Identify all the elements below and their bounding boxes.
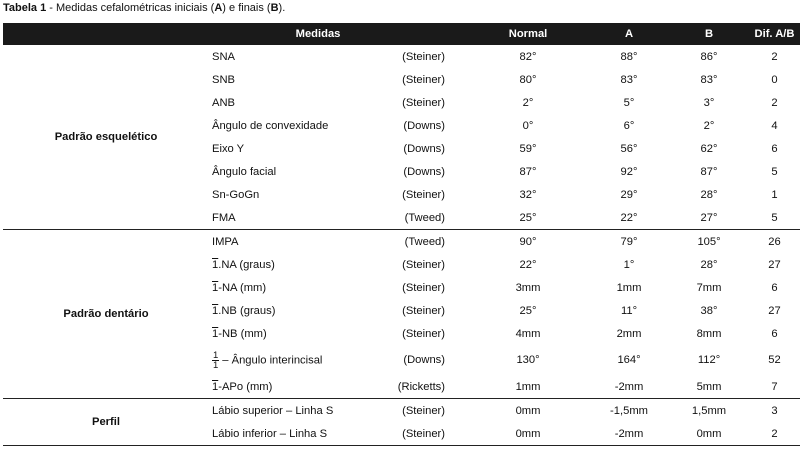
table-row <box>3 230 800 254</box>
row-normal: 59° <box>519 142 537 155</box>
row-medida-text: -APo (mm) <box>218 380 273 393</box>
row-medida <box>209 299 391 322</box>
row-ref: (Steiner) <box>391 399 467 423</box>
row-a: 88° <box>620 50 638 63</box>
row-b: 0mm <box>669 422 749 446</box>
row-dif: 6 <box>771 281 778 294</box>
row-dif: 26 <box>749 230 800 254</box>
row-medida: Sn-GoGn <box>212 188 260 201</box>
row-medida: Ângulo de convexidade <box>212 119 329 132</box>
row-ref: (Steiner) <box>391 422 467 446</box>
incisor-symbol: 1 <box>212 281 219 294</box>
caption-label: Tabela 1 <box>3 2 47 14</box>
row-a: 1mm <box>616 281 642 294</box>
incisor-fraction <box>212 351 219 370</box>
row-a: -1,5mm <box>589 399 669 423</box>
header-normal: Normal <box>467 23 589 45</box>
row-b: 112° <box>697 354 721 366</box>
row-a: 22° <box>620 211 638 224</box>
row-normal: 87° <box>519 165 537 178</box>
caption-text-end: ). <box>278 2 286 14</box>
caption-text: - Medidas cefalométricas iniciais ( <box>46 2 215 14</box>
row-medida-text: -NB (mm) <box>218 327 267 340</box>
row-a: 6° <box>623 119 635 132</box>
header-group <box>3 23 209 45</box>
row-ref: (Downs) <box>403 119 446 132</box>
header-b: B <box>669 23 749 45</box>
row-dif: 52 <box>768 354 781 366</box>
row-dif: 1 <box>771 188 778 201</box>
header-dif: Dif. A/B <box>749 23 800 45</box>
caption-a: A <box>214 2 223 14</box>
row-normal: 1mm <box>515 380 541 393</box>
row-ref: (Tweed) <box>391 230 467 254</box>
row-b: 28° <box>700 188 718 201</box>
row-medida: Lábio superior – Linha S <box>209 399 391 423</box>
row-b: 1,5mm <box>669 399 749 423</box>
row-ref: (Steiner) <box>402 304 446 317</box>
row-b: 3° <box>703 96 715 109</box>
row-dif: 0 <box>771 73 778 86</box>
row-medida <box>209 375 391 399</box>
row-a: 56° <box>620 142 638 155</box>
row-medida: Ângulo facial <box>212 165 277 178</box>
group-label-perfil: Perfil <box>3 399 209 446</box>
row-medida <box>209 345 391 375</box>
row-normal: 90° <box>467 230 589 254</box>
row-medida <box>209 276 391 299</box>
table-row <box>3 399 800 423</box>
row-ref: (Ricketts) <box>397 380 446 393</box>
row-b: 2° <box>703 119 715 132</box>
row-normal: 0mm <box>467 399 589 423</box>
row-ref: (Steiner) <box>402 327 446 340</box>
row-a: 1° <box>623 258 635 271</box>
row-dif: 3 <box>749 399 800 423</box>
row-medida: Eixo Y <box>212 142 245 155</box>
row-normal: 82° <box>519 50 537 63</box>
row-normal: 0mm <box>467 422 589 446</box>
group-label-dentario: Padrão dentário <box>3 230 209 399</box>
row-b: 105° <box>669 230 749 254</box>
row-b: 83° <box>700 73 718 86</box>
row-normal: 0° <box>522 119 534 132</box>
row-medida: SNA <box>212 50 236 63</box>
row-normal: 2° <box>522 96 534 109</box>
incisor-symbol: 1 <box>212 380 219 393</box>
row-dif: 5 <box>771 211 778 224</box>
row-dif: 6 <box>771 327 778 340</box>
row-medida: Lábio inferior – Linha S <box>209 422 391 446</box>
row-normal: 25° <box>519 211 537 224</box>
row-normal: 80° <box>519 73 537 86</box>
row-b: 8mm <box>696 327 722 340</box>
row-ref: (Steiner) <box>402 258 446 271</box>
row-ref: (Steiner) <box>402 50 446 63</box>
row-dif: 2 <box>771 50 778 63</box>
row-medida-text: -NA (mm) <box>218 281 267 294</box>
row-medida: IMPA <box>209 230 391 254</box>
row-a: 5° <box>623 96 635 109</box>
row-b: 5mm <box>696 380 722 393</box>
row-normal: 22° <box>519 258 537 271</box>
caption-b: B <box>270 2 279 14</box>
row-a: -2mm <box>614 380 644 393</box>
row-a: 164° <box>617 354 641 366</box>
row-dif: 6 <box>771 142 778 155</box>
table-row <box>3 45 800 68</box>
row-b: 27° <box>700 211 718 224</box>
row-medida-text: .NB (graus) <box>218 304 276 317</box>
row-b: 28° <box>700 258 718 271</box>
header-a: A <box>589 23 669 45</box>
row-b: 87° <box>700 165 718 178</box>
row-dif: 27 <box>768 258 781 271</box>
row-a: 79° <box>589 230 669 254</box>
row-medida: FMA <box>212 211 236 224</box>
row-medida <box>209 253 391 276</box>
row-ref: (Downs) <box>403 165 446 178</box>
incisor-symbol: 1 <box>212 304 219 317</box>
row-medida <box>209 322 391 345</box>
row-a: 92° <box>620 165 638 178</box>
row-dif: 5 <box>771 165 778 178</box>
caption-text-b: ) e finais ( <box>222 2 271 14</box>
incisor-symbol: 1 <box>212 258 219 271</box>
row-dif: 2 <box>771 96 778 109</box>
row-dif: 7 <box>771 380 778 393</box>
incisor-symbol: 1 <box>212 327 219 340</box>
fraction-numerator: 1 <box>213 349 219 361</box>
row-a: 2mm <box>616 327 642 340</box>
row-ref: (Downs) <box>403 354 446 366</box>
row-dif: 27 <box>768 304 781 317</box>
header-row <box>3 23 800 45</box>
row-normal: 3mm <box>515 281 541 294</box>
row-b: 86° <box>700 50 718 63</box>
row-b: 62° <box>700 142 718 155</box>
table-caption <box>3 1 285 15</box>
row-normal: 130° <box>516 354 540 366</box>
row-medida: SNB <box>212 73 236 86</box>
row-normal: 25° <box>519 304 537 317</box>
row-ref: (Steiner) <box>402 96 446 109</box>
row-a: 11° <box>620 304 638 317</box>
row-medida: ANB <box>212 96 236 109</box>
row-b: 38° <box>700 304 718 317</box>
row-b: 7mm <box>696 281 722 294</box>
row-ref: (Downs) <box>403 142 446 155</box>
row-ref: (Steiner) <box>402 281 446 294</box>
header-medidas: Medidas <box>209 23 467 45</box>
row-dif: 2 <box>749 422 800 446</box>
row-a: -2mm <box>589 422 669 446</box>
row-normal: 32° <box>519 188 537 201</box>
row-a: 83° <box>620 73 638 86</box>
row-ref: (Tweed) <box>404 211 446 224</box>
fraction-denominator: 1 <box>213 359 219 371</box>
row-ref: (Steiner) <box>402 188 446 201</box>
row-normal: 4mm <box>515 327 541 340</box>
row-dif: 4 <box>771 119 778 132</box>
row-medida-text: .NA (graus) <box>218 258 275 271</box>
group-label-esqueletico: Padrão esquelético <box>54 131 158 143</box>
row-medida-text: – Ângulo interincisal <box>222 353 323 366</box>
cephalometric-table <box>3 23 800 446</box>
row-a: 29° <box>620 188 638 201</box>
row-ref: (Steiner) <box>402 73 446 86</box>
